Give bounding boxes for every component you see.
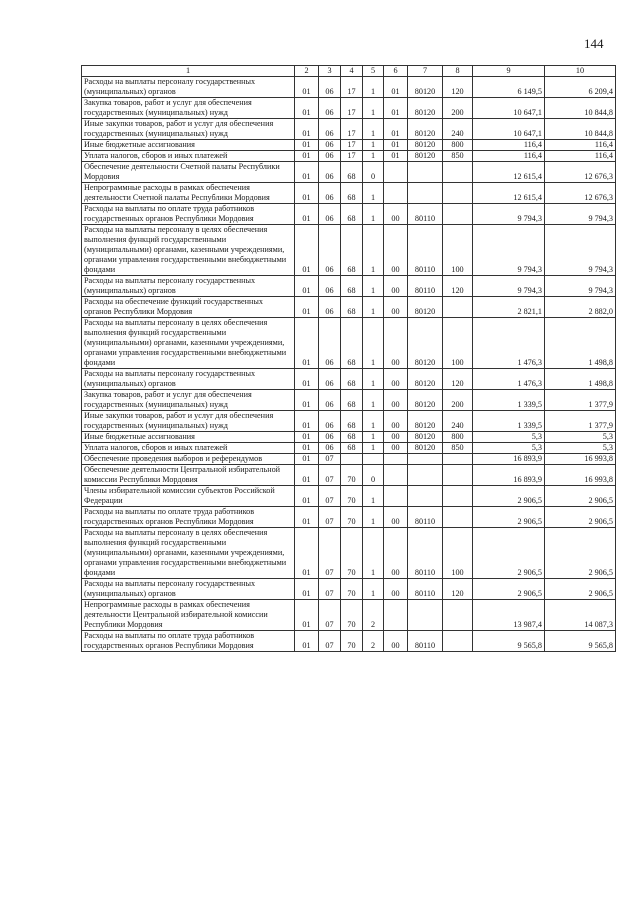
amount-cell: 10 647,1 xyxy=(473,119,545,140)
code-cell: 80110 xyxy=(408,528,443,579)
code-cell: 68 xyxy=(341,276,363,297)
amount-cell: 116,4 xyxy=(545,140,616,151)
code-cell: 06 xyxy=(319,443,341,454)
table-row xyxy=(82,454,616,465)
code-cell: 80120 xyxy=(408,411,443,432)
amount-cell: 10 844,8 xyxy=(545,98,616,119)
code-cell: 100 xyxy=(443,318,473,369)
header-cell: 1 xyxy=(82,66,295,77)
amount-cell: 12 615,4 xyxy=(473,183,545,204)
code-cell: 06 xyxy=(319,297,341,318)
code-cell: 1 xyxy=(363,432,384,443)
code-cell: 68 xyxy=(341,390,363,411)
code-cell: 01 xyxy=(295,390,319,411)
code-cell xyxy=(443,486,473,507)
header-cell: 8 xyxy=(443,66,473,77)
table-row xyxy=(82,600,616,631)
code-cell: 00 xyxy=(384,443,408,454)
code-cell: 1 xyxy=(363,507,384,528)
code-cell: 06 xyxy=(319,432,341,443)
amount-cell: 12 676,3 xyxy=(545,162,616,183)
code-cell: 70 xyxy=(341,600,363,631)
code-cell xyxy=(384,162,408,183)
code-cell: 00 xyxy=(384,528,408,579)
row-name-cell: Обеспечение проведения выборов и референдумов xyxy=(82,454,295,465)
code-cell: 1 xyxy=(363,297,384,318)
code-cell: 06 xyxy=(319,98,341,119)
code-cell: 01 xyxy=(295,162,319,183)
amount-cell: 2 906,5 xyxy=(473,486,545,507)
code-cell: 01 xyxy=(295,204,319,225)
table-row xyxy=(82,528,616,579)
amount-cell: 2 906,5 xyxy=(545,486,616,507)
amount-cell: 5,3 xyxy=(473,432,545,443)
code-cell: 68 xyxy=(341,225,363,276)
amount-cell: 5,3 xyxy=(545,432,616,443)
amount-cell: 9 794,3 xyxy=(473,204,545,225)
code-cell: 01 xyxy=(295,318,319,369)
code-cell: 850 xyxy=(443,151,473,162)
code-cell: 1 xyxy=(363,225,384,276)
code-cell: 80120 xyxy=(408,432,443,443)
amount-cell: 116,4 xyxy=(473,151,545,162)
header-cell: 2 xyxy=(295,66,319,77)
amount-cell: 2 906,5 xyxy=(473,579,545,600)
code-cell: 01 xyxy=(295,411,319,432)
code-cell: 17 xyxy=(341,140,363,151)
row-name-cell: Члены избирательной комиссии субъектов Российской Федерации xyxy=(82,486,295,507)
table-row xyxy=(82,411,616,432)
code-cell: 06 xyxy=(319,318,341,369)
code-cell: 68 xyxy=(341,443,363,454)
code-cell: 17 xyxy=(341,151,363,162)
row-name-cell: Расходы на выплаты персоналу в целях обеспечения выполнения функций государственными (муниципальными) органами, казенными учреждениями, органами управления государственными внебюджетными фондами xyxy=(82,528,295,579)
table-row xyxy=(82,204,616,225)
code-cell xyxy=(408,600,443,631)
amount-cell: 16 993,8 xyxy=(545,454,616,465)
amount-cell: 16 993,8 xyxy=(545,465,616,486)
table-row xyxy=(82,225,616,276)
code-cell: 240 xyxy=(443,411,473,432)
code-cell: 00 xyxy=(384,390,408,411)
code-cell: 80120 xyxy=(408,151,443,162)
row-name-cell: Расходы на выплаты по оплате труда работников государственных органов Республики Мордовия xyxy=(82,204,295,225)
code-cell: 80120 xyxy=(408,390,443,411)
code-cell: 70 xyxy=(341,486,363,507)
code-cell: 240 xyxy=(443,119,473,140)
code-cell: 68 xyxy=(341,183,363,204)
code-cell: 1 xyxy=(363,411,384,432)
code-cell: 01 xyxy=(384,140,408,151)
code-cell: 80120 xyxy=(408,369,443,390)
code-cell: 120 xyxy=(443,77,473,98)
code-cell xyxy=(408,465,443,486)
code-cell xyxy=(341,454,363,465)
amount-cell: 14 087,3 xyxy=(545,600,616,631)
amount-cell: 5,3 xyxy=(545,443,616,454)
code-cell: 01 xyxy=(295,119,319,140)
amount-cell: 10 647,1 xyxy=(473,98,545,119)
code-cell xyxy=(384,454,408,465)
code-cell: 68 xyxy=(341,162,363,183)
amount-cell: 2 906,5 xyxy=(545,528,616,579)
code-cell: 07 xyxy=(319,600,341,631)
header-cell: 4 xyxy=(341,66,363,77)
code-cell: 01 xyxy=(295,631,319,652)
amount-cell: 9 794,3 xyxy=(545,204,616,225)
code-cell: 80120 xyxy=(408,443,443,454)
code-cell: 01 xyxy=(295,486,319,507)
amount-cell: 1 476,3 xyxy=(473,369,545,390)
row-name-cell: Расходы на выплаты персоналу в целях обеспечения выполнения функций государственными (муниципальными) органами, казенными учреждениями, органами управления государственными внебюджетными фондами xyxy=(82,318,295,369)
row-name-cell: Иные бюджетные ассигнования xyxy=(82,432,295,443)
table-row xyxy=(82,465,616,486)
table-row xyxy=(82,162,616,183)
code-cell xyxy=(443,183,473,204)
row-name-cell: Иные закупки товаров, работ и услуг для обеспечения государственных (муниципальных) нужд xyxy=(82,411,295,432)
code-cell xyxy=(363,454,384,465)
code-cell: 200 xyxy=(443,390,473,411)
code-cell: 70 xyxy=(341,528,363,579)
code-cell: 80110 xyxy=(408,579,443,600)
amount-cell: 2 906,5 xyxy=(473,528,545,579)
table-row xyxy=(82,443,616,454)
code-cell: 68 xyxy=(341,411,363,432)
code-cell: 06 xyxy=(319,151,341,162)
code-cell: 01 xyxy=(295,98,319,119)
table-row xyxy=(82,98,616,119)
budget-table xyxy=(81,65,616,652)
code-cell: 06 xyxy=(319,276,341,297)
code-cell: 800 xyxy=(443,140,473,151)
row-name-cell: Непрограммные расходы в рамках обеспечения деятельности Центральной избирательной комиссии Республики Мордовия xyxy=(82,600,295,631)
amount-cell: 1 377,9 xyxy=(545,390,616,411)
code-cell: 68 xyxy=(341,204,363,225)
header-cell: 5 xyxy=(363,66,384,77)
row-name-cell: Обеспечение деятельности Счетной палаты Республики Мордовия xyxy=(82,162,295,183)
code-cell: 1 xyxy=(363,318,384,369)
amount-cell: 2 906,5 xyxy=(545,507,616,528)
code-cell xyxy=(443,600,473,631)
header-cell: 6 xyxy=(384,66,408,77)
code-cell: 07 xyxy=(319,486,341,507)
code-cell: 06 xyxy=(319,225,341,276)
amount-cell: 6 149,5 xyxy=(473,77,545,98)
table-row xyxy=(82,119,616,140)
code-cell: 120 xyxy=(443,579,473,600)
table-row xyxy=(82,390,616,411)
row-name-cell: Обеспечение деятельности Центральной избирательной комиссии Республики Мордовия xyxy=(82,465,295,486)
code-cell: 00 xyxy=(384,411,408,432)
amount-cell: 116,4 xyxy=(473,140,545,151)
table-row xyxy=(82,579,616,600)
code-cell: 01 xyxy=(295,454,319,465)
code-cell xyxy=(384,486,408,507)
code-cell: 01 xyxy=(295,579,319,600)
code-cell: 01 xyxy=(295,443,319,454)
code-cell: 01 xyxy=(295,465,319,486)
code-cell: 80120 xyxy=(408,119,443,140)
row-name-cell: Закупка товаров, работ и услуг для обеспечения государственных (муниципальных) нужд xyxy=(82,390,295,411)
code-cell: 1 xyxy=(363,119,384,140)
code-cell: 0 xyxy=(363,465,384,486)
amount-cell: 10 844,8 xyxy=(545,119,616,140)
amount-cell: 1 339,5 xyxy=(473,390,545,411)
amount-cell: 9 565,8 xyxy=(545,631,616,652)
code-cell: 80110 xyxy=(408,204,443,225)
code-cell: 1 xyxy=(363,528,384,579)
table-row xyxy=(82,631,616,652)
code-cell: 06 xyxy=(319,390,341,411)
amount-cell: 6 209,4 xyxy=(545,77,616,98)
code-cell: 68 xyxy=(341,369,363,390)
code-cell: 80120 xyxy=(408,297,443,318)
code-cell: 07 xyxy=(319,507,341,528)
amount-cell: 2 906,5 xyxy=(473,507,545,528)
row-name-cell: Расходы на выплаты персоналу государственных (муниципальных) органов xyxy=(82,369,295,390)
code-cell: 1 xyxy=(363,369,384,390)
amount-cell: 9 794,3 xyxy=(545,225,616,276)
row-name-cell: Расходы на выплаты персоналу в целях обеспечения выполнения функций государственными (муниципальными) органами, казенными учреждениями, органами управления государственными внебюджетными фондами xyxy=(82,225,295,276)
code-cell: 06 xyxy=(319,411,341,432)
code-cell xyxy=(384,183,408,204)
code-cell xyxy=(443,507,473,528)
amount-cell: 2 821,1 xyxy=(473,297,545,318)
header-cell: 3 xyxy=(319,66,341,77)
table-row xyxy=(82,151,616,162)
table-row xyxy=(82,369,616,390)
code-cell: 100 xyxy=(443,528,473,579)
code-cell xyxy=(384,465,408,486)
code-cell: 70 xyxy=(341,465,363,486)
header-cell: 9 xyxy=(473,66,545,77)
code-cell: 80120 xyxy=(408,140,443,151)
code-cell: 06 xyxy=(319,119,341,140)
code-cell: 0 xyxy=(363,162,384,183)
code-cell: 00 xyxy=(384,631,408,652)
code-cell: 00 xyxy=(384,579,408,600)
code-cell: 1 xyxy=(363,140,384,151)
amount-cell: 1 498,8 xyxy=(545,318,616,369)
code-cell: 17 xyxy=(341,98,363,119)
amount-cell: 12 676,3 xyxy=(545,183,616,204)
table-row xyxy=(82,140,616,151)
code-cell: 1 xyxy=(363,486,384,507)
code-cell: 01 xyxy=(295,507,319,528)
code-cell: 2 xyxy=(363,631,384,652)
row-name-cell: Уплата налогов, сборов и иных платежей xyxy=(82,443,295,454)
row-name-cell: Расходы на выплаты персоналу государственных (муниципальных) органов xyxy=(82,579,295,600)
code-cell xyxy=(408,162,443,183)
table-row xyxy=(82,507,616,528)
code-cell: 01 xyxy=(295,151,319,162)
code-cell: 01 xyxy=(384,77,408,98)
code-cell: 120 xyxy=(443,276,473,297)
code-cell: 00 xyxy=(384,432,408,443)
amount-cell: 1 339,5 xyxy=(473,411,545,432)
code-cell: 00 xyxy=(384,276,408,297)
row-name-cell: Иные закупки товаров, работ и услуг для обеспечения государственных (муниципальных) нужд xyxy=(82,119,295,140)
amount-cell: 9 794,3 xyxy=(545,276,616,297)
code-cell: 07 xyxy=(319,579,341,600)
row-name-cell: Расходы на выплаты по оплате труда работников государственных органов Республики Мордовия xyxy=(82,507,295,528)
amount-cell: 9 794,3 xyxy=(473,225,545,276)
code-cell: 01 xyxy=(295,140,319,151)
code-cell: 1 xyxy=(363,276,384,297)
code-cell: 01 xyxy=(384,151,408,162)
code-cell: 06 xyxy=(319,140,341,151)
amount-cell: 1 377,9 xyxy=(545,411,616,432)
code-cell: 120 xyxy=(443,369,473,390)
row-name-cell: Иные бюджетные ассигнования xyxy=(82,140,295,151)
code-cell: 01 xyxy=(295,432,319,443)
amount-cell: 5,3 xyxy=(473,443,545,454)
code-cell xyxy=(443,297,473,318)
code-cell: 1 xyxy=(363,390,384,411)
code-cell: 70 xyxy=(341,631,363,652)
row-name-cell: Непрограммные расходы в рамках обеспечения деятельности Счетной палаты Республики Мордовия xyxy=(82,183,295,204)
code-cell: 1 xyxy=(363,443,384,454)
code-cell: 800 xyxy=(443,432,473,443)
table-row xyxy=(82,297,616,318)
code-cell xyxy=(408,486,443,507)
code-cell xyxy=(408,183,443,204)
code-cell: 01 xyxy=(295,77,319,98)
amount-cell: 12 615,4 xyxy=(473,162,545,183)
amount-cell: 1 498,8 xyxy=(545,369,616,390)
table-row xyxy=(82,276,616,297)
code-cell: 00 xyxy=(384,225,408,276)
code-cell: 80110 xyxy=(408,225,443,276)
code-cell: 01 xyxy=(295,225,319,276)
code-cell xyxy=(408,454,443,465)
code-cell: 00 xyxy=(384,507,408,528)
code-cell xyxy=(443,631,473,652)
table-row xyxy=(82,432,616,443)
code-cell: 1 xyxy=(363,77,384,98)
amount-cell: 1 476,3 xyxy=(473,318,545,369)
code-cell: 70 xyxy=(341,579,363,600)
amount-cell: 116,4 xyxy=(545,151,616,162)
amount-cell: 13 987,4 xyxy=(473,600,545,631)
code-cell: 17 xyxy=(341,77,363,98)
code-cell: 01 xyxy=(384,119,408,140)
amount-cell: 2 906,5 xyxy=(545,579,616,600)
code-cell: 06 xyxy=(319,204,341,225)
code-cell: 06 xyxy=(319,369,341,390)
code-cell: 80120 xyxy=(408,98,443,119)
code-cell: 17 xyxy=(341,119,363,140)
code-cell: 68 xyxy=(341,432,363,443)
code-cell: 68 xyxy=(341,318,363,369)
code-cell: 1 xyxy=(363,183,384,204)
code-cell: 100 xyxy=(443,225,473,276)
code-cell xyxy=(443,162,473,183)
page-number: 144 xyxy=(584,36,604,51)
table-row xyxy=(82,318,616,369)
table-row xyxy=(82,77,616,98)
code-cell: 01 xyxy=(295,297,319,318)
code-cell: 850 xyxy=(443,443,473,454)
code-cell: 1 xyxy=(363,151,384,162)
code-cell: 01 xyxy=(384,98,408,119)
row-name-cell: Закупка товаров, работ и услуг для обеспечения государственных (муниципальных) нужд xyxy=(82,98,295,119)
row-name-cell: Расходы на выплаты персоналу государственных (муниципальных) органов xyxy=(82,276,295,297)
code-cell: 80110 xyxy=(408,631,443,652)
code-cell: 06 xyxy=(319,162,341,183)
code-cell: 07 xyxy=(319,528,341,579)
table-header-row xyxy=(82,66,616,77)
code-cell: 00 xyxy=(384,369,408,390)
code-cell: 1 xyxy=(363,579,384,600)
code-cell: 00 xyxy=(384,318,408,369)
code-cell xyxy=(443,454,473,465)
code-cell: 06 xyxy=(319,77,341,98)
code-cell xyxy=(443,465,473,486)
code-cell: 80120 xyxy=(408,318,443,369)
row-name-cell: Расходы на выплаты персоналу государственных (муниципальных) органов xyxy=(82,77,295,98)
code-cell: 07 xyxy=(319,454,341,465)
header-cell: 10 xyxy=(545,66,616,77)
row-name-cell: Расходы на обеспечение функций государственных органов Республики Мордовия xyxy=(82,297,295,318)
code-cell: 200 xyxy=(443,98,473,119)
table-row xyxy=(82,183,616,204)
code-cell: 80110 xyxy=(408,276,443,297)
amount-cell: 16 893,9 xyxy=(473,454,545,465)
header-cell: 7 xyxy=(408,66,443,77)
table-row xyxy=(82,486,616,507)
code-cell: 68 xyxy=(341,297,363,318)
row-name-cell: Расходы на выплаты по оплате труда работников государственных органов Республики Мордовия xyxy=(82,631,295,652)
code-cell: 2 xyxy=(363,600,384,631)
code-cell xyxy=(443,204,473,225)
code-cell: 1 xyxy=(363,204,384,225)
code-cell: 00 xyxy=(384,297,408,318)
code-cell: 01 xyxy=(295,183,319,204)
amount-cell: 2 882,0 xyxy=(545,297,616,318)
amount-cell: 16 893,9 xyxy=(473,465,545,486)
code-cell: 07 xyxy=(319,465,341,486)
code-cell: 01 xyxy=(295,276,319,297)
code-cell: 06 xyxy=(319,183,341,204)
code-cell: 70 xyxy=(341,507,363,528)
code-cell: 1 xyxy=(363,98,384,119)
row-name-cell: Уплата налогов, сборов и иных платежей xyxy=(82,151,295,162)
code-cell: 01 xyxy=(295,600,319,631)
code-cell: 07 xyxy=(319,631,341,652)
code-cell xyxy=(384,600,408,631)
code-cell: 80120 xyxy=(408,77,443,98)
code-cell: 80110 xyxy=(408,507,443,528)
amount-cell: 9 794,3 xyxy=(473,276,545,297)
amount-cell: 9 565,8 xyxy=(473,631,545,652)
code-cell: 01 xyxy=(295,369,319,390)
code-cell: 00 xyxy=(384,204,408,225)
table-body xyxy=(82,66,616,652)
code-cell: 01 xyxy=(295,528,319,579)
